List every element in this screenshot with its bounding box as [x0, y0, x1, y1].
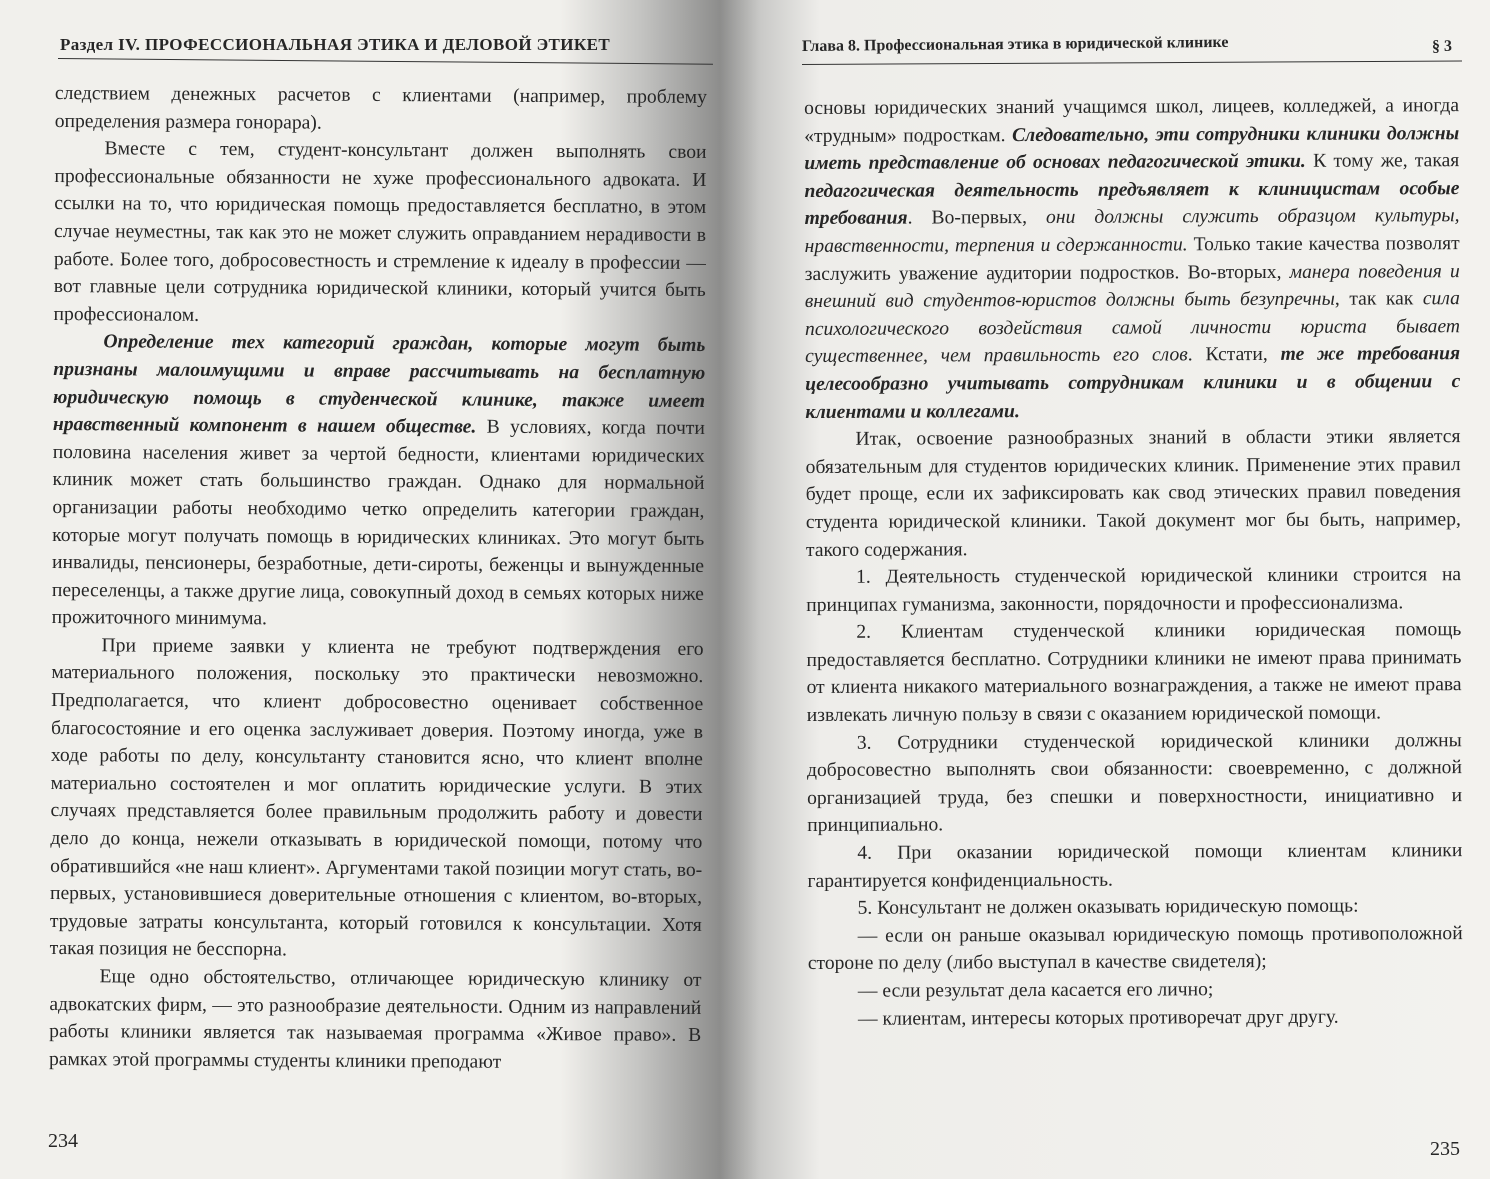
list-item: 1. Деятельность студенческой юридической клиники строится на принципах гуманизма, законности, порядочности и профессионализма.: [806, 564, 1462, 616]
paragraph-text: К тому же, такая: [1305, 150, 1460, 172]
paragraph: следствием денежных расчетов с клиентами (например, проблему определения размера гонорара).: [54, 82, 707, 134]
paragraph-text: основы юридических знаний учащимся школ, лицеев, колледжей, а иногда «трудным» подросткам.: [804, 95, 1460, 147]
paragraph: Еще одно обстоятельство, отличающее юридическую клинику от адвокатских фирм, — это разнообразие деятельности. Одним из направлений работы клиники является так называемая программа «Живое право». В рамках этой программы студенты клиники преподают: [48, 966, 702, 1073]
paragraph: Вместе с тем, студент-консультант должен выполнять свои профессиональные обязанности не хуже профессионального адвоката. И ссылки на то, что юридическая помощь предоставляется бесплатно, в этом случае неуместны, так как это не может служить оправданием нерадивости в работе. Более того, добросовестность и стремление к идеалу в профессии — вот главные цели сотрудника юридической клиники, который учится быть профессионалом.: [53, 138, 707, 326]
paragraph-text: , так как: [1334, 288, 1423, 310]
header-rule-left: [58, 58, 713, 65]
running-header-left: Раздел IV. ПРОФЕССИОНАЛЬНАЯ ЭТИКА И ДЕЛОВОЙ ЭТИКЕТ: [60, 35, 611, 54]
list-item: 3. Сотрудники студенческой юридической клиники должны добросовестно выполнять свои обязанности: своевременно, с должной организацией труда, без спешки и поверхностности, инициативно и принципиально.: [806, 729, 1463, 837]
right-page: [760, 0, 1490, 1179]
emphasis-text: педагогическая деятельность предъявляет к клиницистам особые требования: [804, 177, 1460, 230]
paragraph: Итак, освоение разнообразных знаний в области этики является обязательным для студентов юридических клиник. Применение этих правил будет проще, если их зафиксировать как свод этических правил поведения студента юридической клиники. Такой документ мог бы быть, например, такого содержания.: [805, 426, 1461, 561]
paragraph: [52, 328, 706, 636]
list-item: 4. При оказании юридической помощи клиентам клиники гарантируется конфиденциальность.: [807, 840, 1463, 892]
italic-text: манера поведения и внешний вид студентов-юристов должны быть безупречны: [804, 260, 1460, 313]
paragraph-text: В условиях, когда почти половина населения живет за чертой бедности, клиентами юридических клиник может стать большинство граждан. Однако для нормальной организации работы необходимо четко определить категории граждан, которые могут получать помощь в юридических клиниках. Это могут быть инвалиды, пенсионеры, безработные, дети-сироты, беженцы и вынужденные переселенцы, а также другие лица, совокупный доход в семьях которых ниже прожиточного минимума.: [51, 416, 705, 630]
page-number-right: 235: [1430, 1138, 1460, 1160]
emphasis-text: Определение тех категорий граждан, которые могут быть признаны малоимущими и вправе рассчитывать на бесплатную юридическую помощь в студенческой клинике, также имеет нравственный компонент в нашем обществе.: [52, 331, 706, 438]
italic-text: сила психологического воздействия самой личности юриста бывает существеннее, чем правильность его слов: [804, 288, 1461, 368]
paragraph-text: Только такие качества позволят заслужить уважение аудитории подростков. Во-вторых,: [804, 233, 1460, 285]
dash-item: — если он раньше оказывал юридическую помощь противоположной стороне по делу (либо выступал в качестве свидетеля);: [807, 922, 1463, 975]
emphasis-text: Следовательно, эти сотрудники клиники должны иметь представление об основах педагогической этики.: [804, 122, 1460, 175]
emphasis-text: те же требования целесообразно учитывать сотрудникам клиники и в общении с клиентами и коллегами.: [805, 343, 1461, 423]
paragraph-text: . Кстати,: [1187, 344, 1281, 366]
dash-item: — если результат дела касается его лично;: [857, 979, 1214, 1002]
list-item: 2. Клиентам студенческой клиники юридическая помощь предоставляется бесплатно. Сотрудники клиники не имеют права принимать от клиента никакого материального вознаграждения, а также не имеют права извлекать личную пользу в связи с оказанием юридической помощи.: [806, 619, 1462, 727]
left-page: [0, 0, 730, 1179]
list-item: 5. Консультант не должен оказывать юридическую помощь:: [857, 895, 1359, 919]
page-number-left: 234: [48, 1130, 78, 1152]
running-header-right: [802, 32, 1452, 62]
paragraph: При приеме заявки у клиента не требуют подтверждения его материального положения, поскольку это практически невозможно. Предполагается, что клиент добросовестно оценивает собственное благосостояние и его оценка заслуживает доверия. Поэтому иногда, уже в ходе работы по делу, консультанту становится ясно, что клиент вполне материально состоятелен и мог оплатить юридические услуги. В этих случаях представляется более правильным продолжить работу и довести дело до конца, нежели отказывать в юридической помощи, потому что обратившийся «не наш клиент». Аргументами такой позиции могут стать, во-первых, установившиеся доверительные отношения с клиентом, во-вторых, трудовые затраты консультанта, который готовился к консультации. Хотя такая позиция не бесспорна.: [49, 635, 704, 961]
left-text-block: [49, 80, 707, 1077]
paragraph-text: . Во-первых,: [907, 207, 1047, 229]
italic-text: они должны служить образцом культуры, нравственности, терпения и сдержанности.: [804, 205, 1460, 257]
right-text-block: [804, 92, 1463, 1033]
dash-item: — клиентам, интересы которых противоречат друг другу.: [857, 1006, 1339, 1030]
paragraph: [804, 92, 1460, 426]
chapter-title: Глава 8. Профессиональная этика в юридической клинике: [801, 33, 1229, 55]
section-mark: § 3: [1431, 37, 1453, 55]
header-rule-right: [802, 61, 1462, 65]
